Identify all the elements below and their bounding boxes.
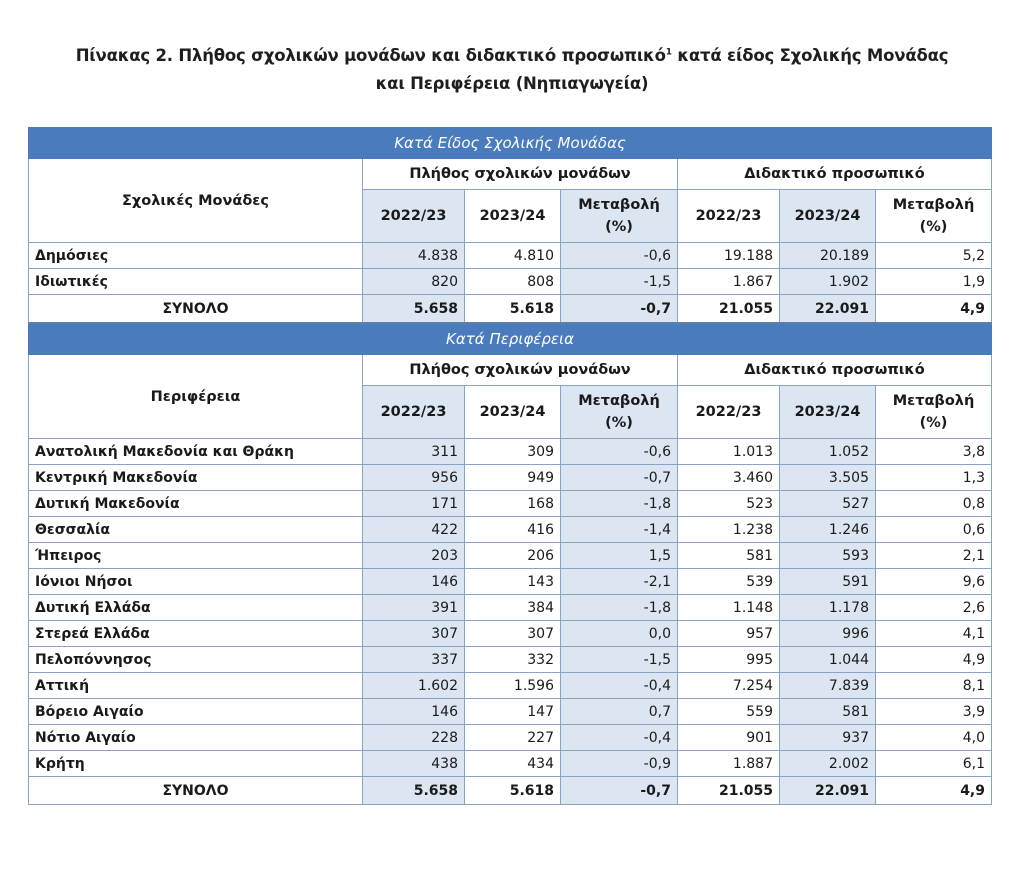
title-line-1: Πίνακας 2. Πλήθος σχολικών μονάδων και διδακτικό προσωπικό$^1$ κατά είδος Σχολικής Μονάδας [75, 46, 949, 65]
cell-s2: 143 [465, 569, 561, 595]
table-row [29, 569, 992, 595]
total-label: ΣΥΝΟΛΟ [29, 777, 363, 805]
total-s1: 5.658 [363, 777, 465, 805]
table-row [29, 647, 992, 673]
section1-schools-change-header [561, 190, 678, 243]
cell-sc: -0,6 [561, 243, 678, 269]
cell-s1: 228 [363, 725, 465, 751]
section1-group-staff: Διδακτικό προσωπικό [678, 159, 992, 190]
cell-t2: 20.189 [780, 243, 876, 269]
cell-t2: 1.902 [780, 269, 876, 295]
change-label: Μεταβολή [578, 197, 660, 213]
cell-t2: 937 [780, 725, 876, 751]
cell-s2: 307 [465, 621, 561, 647]
cell-tc: 4,0 [876, 725, 992, 751]
cell-t1: 581 [678, 543, 780, 569]
row-label: Βόρειο Αιγαίο [29, 699, 363, 725]
cell-t1: 1.887 [678, 751, 780, 777]
cell-t2: 3.505 [780, 465, 876, 491]
section1-staff-2023-24-header: 2023/24 [780, 190, 876, 243]
section2-schools-2022-23-header: 2022/23 [363, 386, 465, 439]
cell-t2: 581 [780, 699, 876, 725]
table-body [29, 128, 992, 805]
row-label: Θεσσαλία [29, 517, 363, 543]
cell-tc: 0,8 [876, 491, 992, 517]
cell-sc: 0,0 [561, 621, 678, 647]
cell-s1: 1.602 [363, 673, 465, 699]
total-sc: -0,7 [561, 777, 678, 805]
total-t2: 22.091 [780, 295, 876, 324]
section2-staff-2022-23-header: 2022/23 [678, 386, 780, 439]
change-label: Μεταβολή [578, 393, 660, 409]
section1-group-row [29, 159, 992, 190]
change-unit: (%) [919, 415, 948, 431]
section2-title: Κατά Περιφέρεια [29, 323, 992, 355]
cell-tc: 2,1 [876, 543, 992, 569]
total-tc: 4,9 [876, 777, 992, 805]
cell-s1: 171 [363, 491, 465, 517]
cell-sc: -0,9 [561, 751, 678, 777]
cell-t2: 1.246 [780, 517, 876, 543]
table-title [0, 42, 1024, 98]
cell-s2: 434 [465, 751, 561, 777]
cell-sc: 0,7 [561, 699, 678, 725]
table-row [29, 243, 992, 269]
total-s2: 5.618 [465, 295, 561, 324]
cell-tc: 3,8 [876, 439, 992, 465]
cell-s2: 949 [465, 465, 561, 491]
section1-staff-2022-23-header: 2022/23 [678, 190, 780, 243]
section1-schools-2023-24-header: 2023/24 [465, 190, 561, 243]
section1-header-row [29, 128, 992, 159]
table-row [29, 725, 992, 751]
cell-sc: -0,7 [561, 465, 678, 491]
cell-s2: 1.596 [465, 673, 561, 699]
cell-s2: 384 [465, 595, 561, 621]
cell-tc: 8,1 [876, 673, 992, 699]
table-row [29, 269, 992, 295]
cell-tc: 0,6 [876, 517, 992, 543]
table-row [29, 543, 992, 569]
section2-group-row [29, 355, 992, 386]
table-row [29, 673, 992, 699]
cell-t1: 1.148 [678, 595, 780, 621]
section2-schools-change-header [561, 386, 678, 439]
cell-s1: 391 [363, 595, 465, 621]
section2-staff-2023-24-header: 2023/24 [780, 386, 876, 439]
cell-s2: 4.810 [465, 243, 561, 269]
table-row [29, 595, 992, 621]
cell-sc: 1,5 [561, 543, 678, 569]
cell-t1: 7.254 [678, 673, 780, 699]
cell-t2: 527 [780, 491, 876, 517]
cell-t1: 995 [678, 647, 780, 673]
cell-tc: 1,9 [876, 269, 992, 295]
cell-t1: 1.013 [678, 439, 780, 465]
row-label: Κρήτη [29, 751, 363, 777]
section2-total-row [29, 777, 992, 805]
change-unit: (%) [919, 219, 948, 235]
statistics-table [28, 127, 992, 805]
total-label: ΣΥΝΟΛΟ [29, 295, 363, 324]
cell-tc: 1,3 [876, 465, 992, 491]
row-label: Ανατολική Μακεδονία και Θράκη [29, 439, 363, 465]
cell-tc: 4,9 [876, 647, 992, 673]
cell-tc: 9,6 [876, 569, 992, 595]
cell-t1: 559 [678, 699, 780, 725]
cell-s1: 311 [363, 439, 465, 465]
row-label: Αττική [29, 673, 363, 699]
cell-s1: 203 [363, 543, 465, 569]
change-unit: (%) [605, 415, 633, 431]
change-unit: (%) [605, 219, 633, 235]
section2-group-schools: Πλήθος σχολικών μονάδων [363, 355, 678, 386]
cell-t2: 591 [780, 569, 876, 595]
footnote-marker: 1 [665, 47, 672, 58]
table-row [29, 699, 992, 725]
change-label: Μεταβολή [892, 197, 975, 213]
cell-s2: 206 [465, 543, 561, 569]
cell-sc: -1,4 [561, 517, 678, 543]
cell-s2: 227 [465, 725, 561, 751]
cell-sc: -1,8 [561, 491, 678, 517]
cell-s1: 422 [363, 517, 465, 543]
row-label: Στερεά Ελλάδα [29, 621, 363, 647]
cell-s2: 808 [465, 269, 561, 295]
row-label: Ήπειρος [29, 543, 363, 569]
cell-s1: 4.838 [363, 243, 465, 269]
cell-tc: 3,9 [876, 699, 992, 725]
cell-tc: 5,2 [876, 243, 992, 269]
row-label: Δυτική Ελλάδα [29, 595, 363, 621]
section1-total-row [29, 295, 992, 324]
cell-sc: -1,5 [561, 647, 678, 673]
cell-tc: 4,1 [876, 621, 992, 647]
cell-t2: 1.052 [780, 439, 876, 465]
row-label: Δημόσιες [29, 243, 363, 269]
cell-t1: 901 [678, 725, 780, 751]
cell-sc: -2,1 [561, 569, 678, 595]
cell-s1: 307 [363, 621, 465, 647]
total-t2: 22.091 [780, 777, 876, 805]
cell-t1: 1.867 [678, 269, 780, 295]
cell-sc: -1,8 [561, 595, 678, 621]
total-t1: 21.055 [678, 295, 780, 324]
cell-t2: 1.044 [780, 647, 876, 673]
cell-s2: 332 [465, 647, 561, 673]
section2-group-staff: Διδακτικό προσωπικό [678, 355, 992, 386]
cell-s1: 146 [363, 569, 465, 595]
cell-s2: 147 [465, 699, 561, 725]
row-label: Κεντρική Μακεδονία [29, 465, 363, 491]
row-label: Πελοπόννησος [29, 647, 363, 673]
cell-s1: 438 [363, 751, 465, 777]
row-label: Ιδιωτικές [29, 269, 363, 295]
cell-t1: 957 [678, 621, 780, 647]
cell-s1: 956 [363, 465, 465, 491]
row-label: Νότιο Αιγαίο [29, 725, 363, 751]
section2-row-header: Περιφέρεια [29, 355, 363, 439]
cell-t2: 593 [780, 543, 876, 569]
section1-group-schools: Πλήθος σχολικών μονάδων [363, 159, 678, 190]
table-row [29, 751, 992, 777]
cell-t1: 1.238 [678, 517, 780, 543]
table-row [29, 439, 992, 465]
cell-s2: 416 [465, 517, 561, 543]
cell-t2: 7.839 [780, 673, 876, 699]
section1-schools-2022-23-header: 2022/23 [363, 190, 465, 243]
title-line-2: και Περιφέρεια (Νηπιαγωγεία) [375, 74, 649, 93]
section1-row-header: Σχολικές Μονάδες [29, 159, 363, 243]
section1-staff-change-header [876, 190, 992, 243]
row-label: Δυτική Μακεδονία [29, 491, 363, 517]
cell-t2: 1.178 [780, 595, 876, 621]
cell-s1: 337 [363, 647, 465, 673]
cell-tc: 6,1 [876, 751, 992, 777]
cell-sc: -0,6 [561, 439, 678, 465]
total-sc: -0,7 [561, 295, 678, 324]
change-label: Μεταβολή [892, 393, 975, 409]
cell-s2: 168 [465, 491, 561, 517]
cell-t2: 2.002 [780, 751, 876, 777]
total-tc: 4,9 [876, 295, 992, 324]
section2-staff-change-header [876, 386, 992, 439]
cell-t2: 996 [780, 621, 876, 647]
cell-t1: 3.460 [678, 465, 780, 491]
table-row [29, 465, 992, 491]
cell-sc: -1,5 [561, 269, 678, 295]
table-row [29, 621, 992, 647]
section2-header-row [29, 323, 992, 355]
table-row [29, 517, 992, 543]
cell-s1: 146 [363, 699, 465, 725]
total-t1: 21.055 [678, 777, 780, 805]
table-row [29, 491, 992, 517]
cell-sc: -0,4 [561, 673, 678, 699]
section1-title: Κατά Είδος Σχολικής Μονάδας [29, 128, 992, 159]
row-label: Ιόνιοι Νήσοι [29, 569, 363, 595]
cell-s2: 309 [465, 439, 561, 465]
cell-s1: 820 [363, 269, 465, 295]
cell-t1: 19.188 [678, 243, 780, 269]
total-s2: 5.618 [465, 777, 561, 805]
cell-tc: 2,6 [876, 595, 992, 621]
section2-schools-2023-24-header: 2023/24 [465, 386, 561, 439]
cell-sc: -0,4 [561, 725, 678, 751]
cell-t1: 523 [678, 491, 780, 517]
cell-t1: 539 [678, 569, 780, 595]
total-s1: 5.658 [363, 295, 465, 324]
